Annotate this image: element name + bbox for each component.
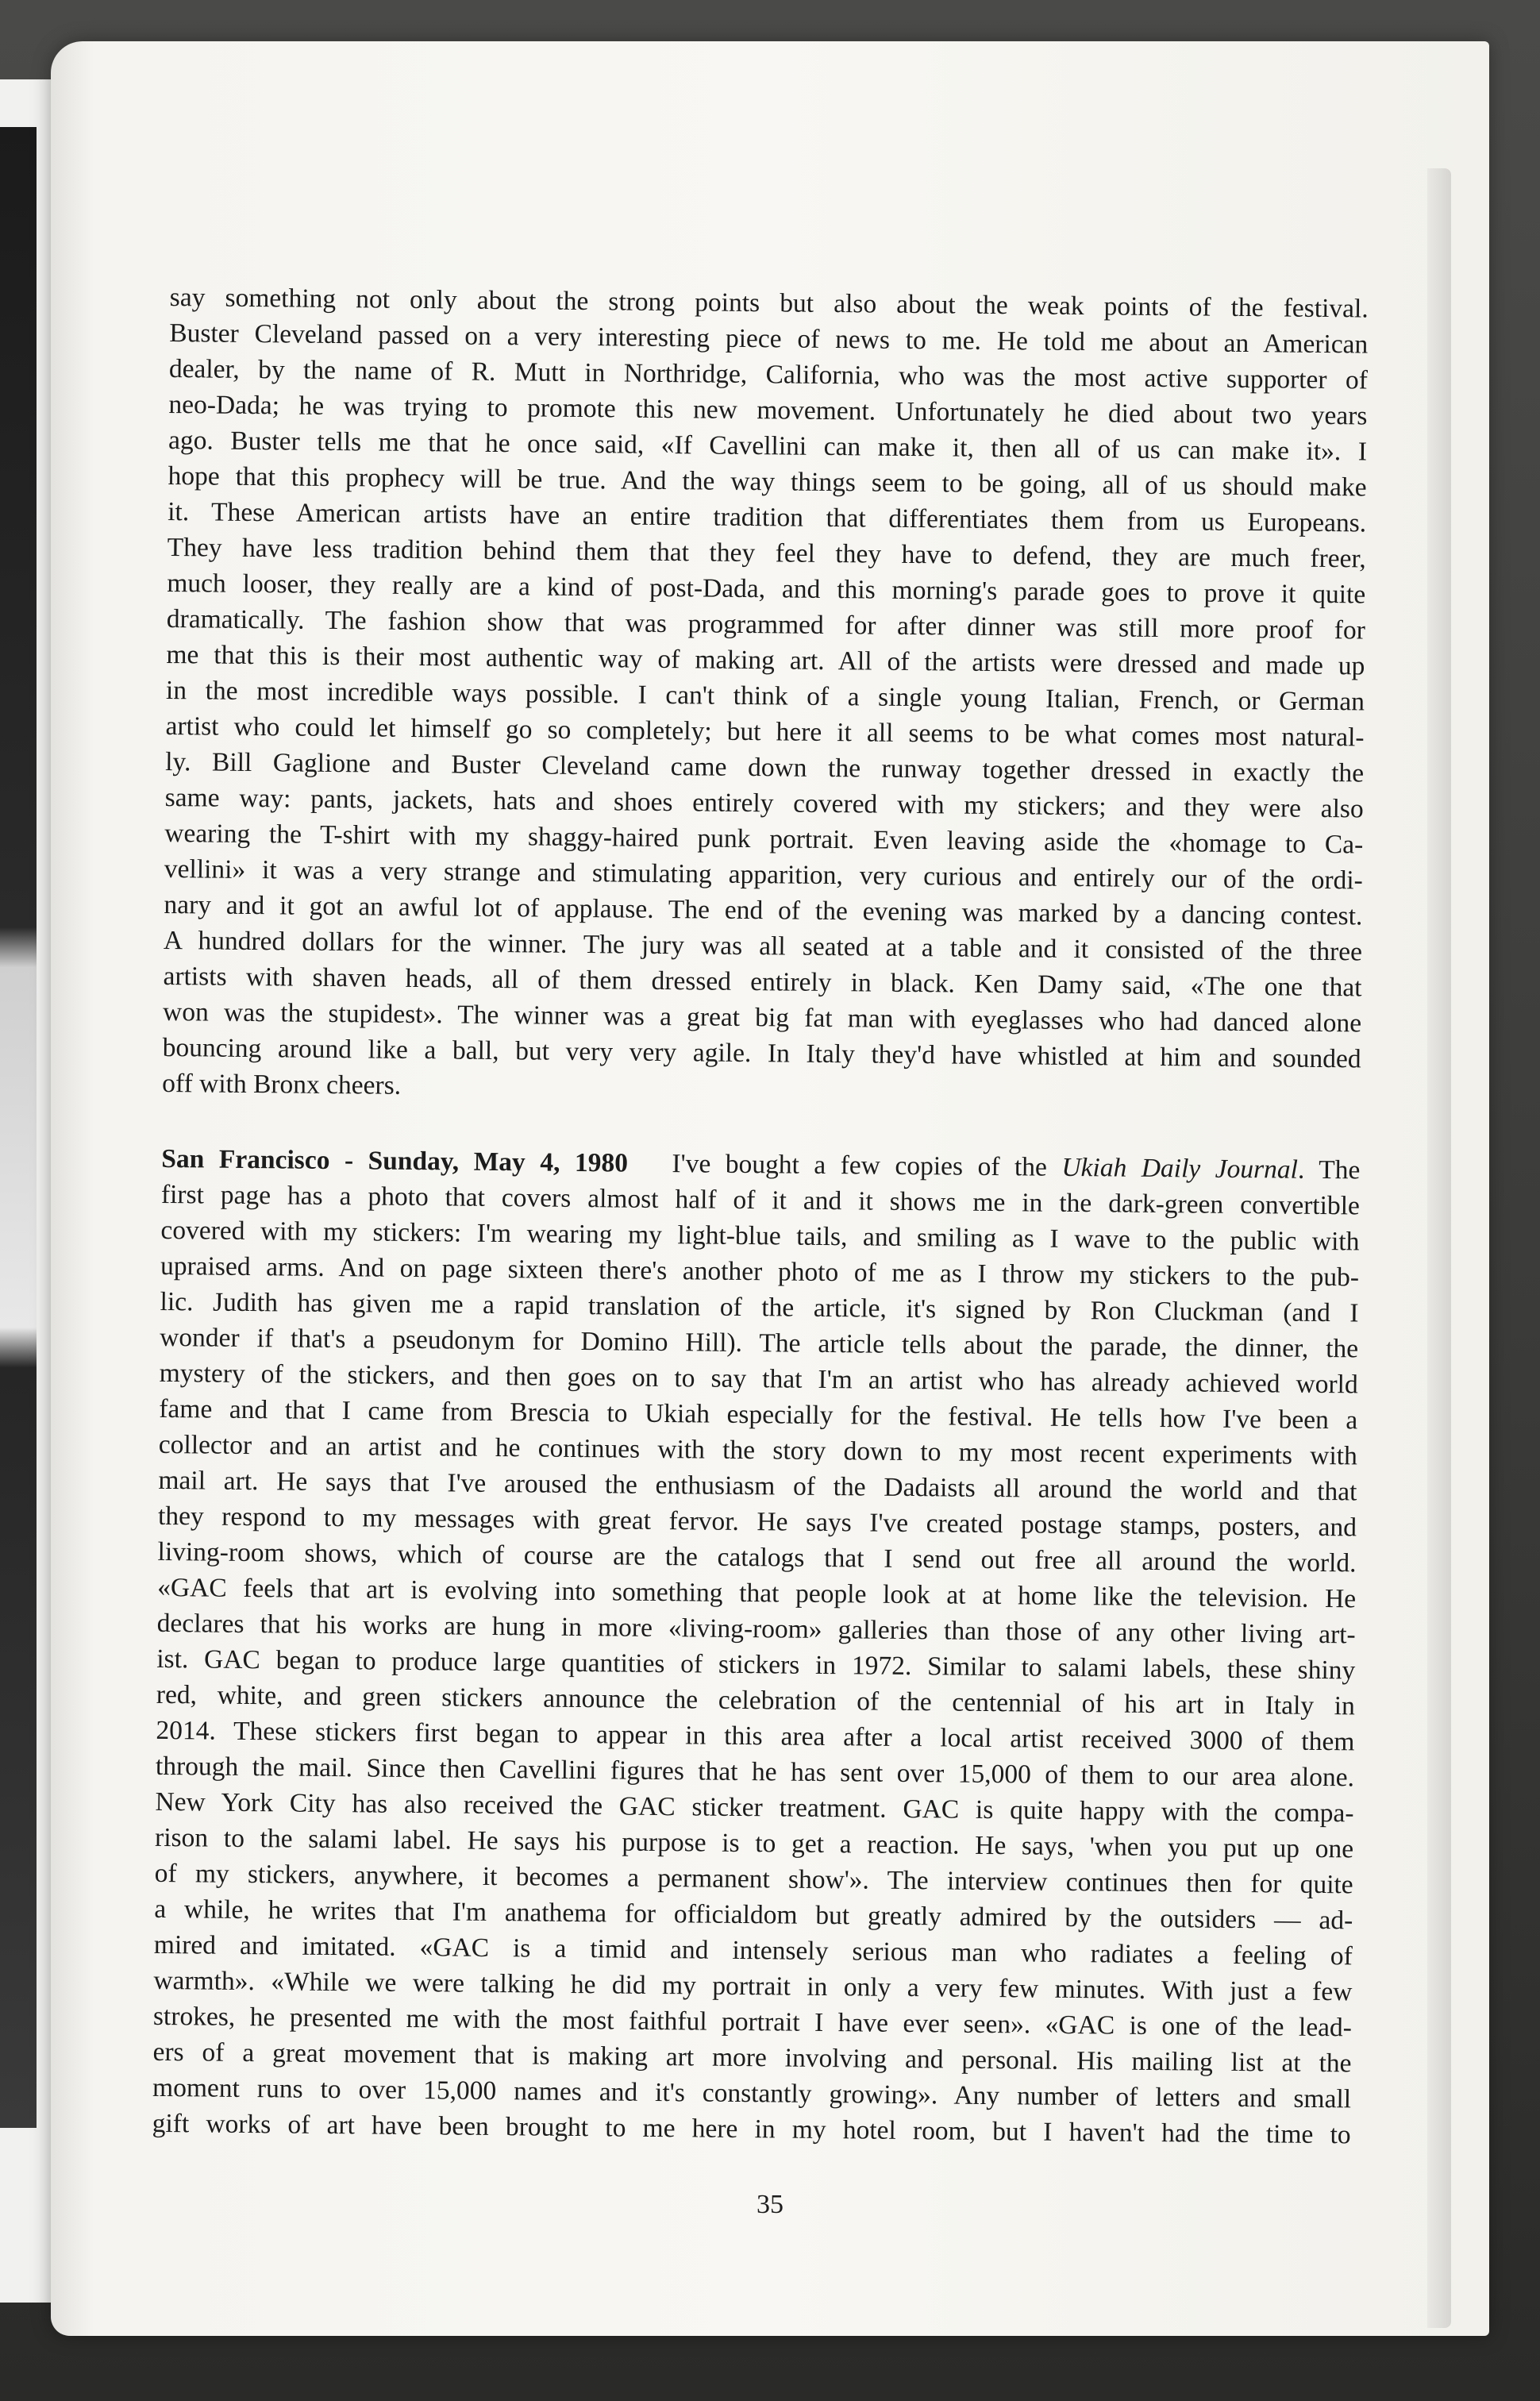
newspaper-title: Ukiah Daily Journal — [1061, 1152, 1299, 1185]
text-line: lic. Judith has given me a rapid translation of the article, it's signed by Ron Cluckman (and I — [160, 1286, 1359, 1328]
text-line: me that this is their most authentic way of making art. All of the artists were dressed and made up — [166, 639, 1365, 681]
text-line: hope that this prophecy will be true. And the way things seem to be going, all of us should make — [167, 461, 1367, 503]
text-line: moment runs to over 15,000 names and it's constantly growing». Any number of letters and small — [152, 2072, 1352, 2114]
text-line: of my stickers, anywhere, it becomes a permanent show'». The interview continues then for quite — [154, 1858, 1353, 1900]
body-text — [152, 279, 1368, 2152]
text-line: upraised arms. And on page sixteen there's another photo of me as I throw my stickers to the pub- — [160, 1251, 1360, 1293]
text-line: vellini» it was a very strange and stimulating apparition, very curious and entirely our of the ordi- — [164, 854, 1363, 896]
first-line-end: . The — [1297, 1154, 1361, 1185]
text-line: New York City has also received the GAC sticker treatment. GAC is quite happy with the compa- — [155, 1786, 1354, 1829]
text-line: mystery of the stickers, and then goes on to say that I'm an artist who has already achieved world — [159, 1358, 1358, 1400]
text-line: a while, he writes that I'm anathema for officialdom but greatly admired by the outsiders — ad- — [154, 1894, 1353, 1936]
text-line: neo-Dada; he was trying to promote this new movement. Unfortunately he died about two years — [168, 389, 1368, 431]
text-line: A hundred dollars for the winner. The jury was all seated at a table and it consisted of the three — [163, 925, 1363, 967]
text-line: it. These American artists have an entire tradition that differentiates them from us Europeans. — [167, 496, 1367, 538]
paragraph-san-francisco — [152, 1141, 1360, 2152]
text-line: wonder if that's a pseudonym for Domino Hill). The article tells about the parade, the dinner, the — [160, 1322, 1359, 1364]
text-line: dealer, by the name of R. Mutt in Northridge, California, who was the most active supporter of — [168, 353, 1369, 395]
text-line: living-room shows, which of course are the catalogs that I send out free all around the world. — [157, 1536, 1357, 1578]
text-line: same way: pants, jackets, hats and shoes entirely covered with my stickers; and they were also — [164, 782, 1364, 824]
text-line: ago. Buster tells me that he once said, «If Cavellini can make it, then all of us can make it». I — [167, 425, 1368, 467]
facing-page-photo — [0, 127, 37, 2128]
page-edge — [1427, 168, 1451, 2328]
text-line: in the most incredible ways possible. I can't think of a single young Italian, French, or German — [165, 675, 1365, 717]
text-line: they respond to my messages with great fervor. He says I've created postage stamps, posters, and — [157, 1501, 1357, 1543]
paragraph-festival — [162, 279, 1369, 1112]
text-line: through the mail. Since then Cavellini figures that he has sent over 15,000 of them to our area alone. — [155, 1751, 1355, 1793]
text-line: ers of a great movement that is making art more involving and personal. His mailing list at the — [152, 2037, 1352, 2079]
text-line: off with Bronx cheers. — [162, 1068, 402, 1100]
text-line: declares that his works are hung in more «living-room» galleries than those of any other living art- — [156, 1608, 1356, 1650]
first-line-text: I've bought a few copies of the — [672, 1149, 1062, 1182]
text-line: warmth». «While we were talking he did my portrait in only a very few minutes. With just a few — [153, 1965, 1353, 2007]
text-line: artists with shaven heads, all of them dressed entirely in black. Ken Damy said, «The one that — [163, 961, 1362, 1003]
text-line: ly. Bill Gaglione and Buster Cleveland came down the runway together dressed in exactly the — [164, 746, 1365, 788]
text-line: rison to the salami label. He says his purpose is to get a reaction. He says, 'when you put up one — [154, 1822, 1354, 1864]
text-line: dramatically. The fashion show that was programmed for after dinner was still more proof for — [166, 603, 1366, 646]
text-line: wearing the T-shirt with my shaggy-haired punk portrait. Even leaving aside the «homage to Ca- — [164, 818, 1364, 860]
text-line: nary and it got an awful lot of applause. The end of the evening was marked by a dancing contest. — [164, 889, 1363, 931]
text-line: mail art. He says that I've aroused the enthusiasm of the Dadaists all around the world and that — [158, 1465, 1357, 1507]
text-line: bouncing around like a ball, but very very agile. In Italy they'd have whistled at him and sounded — [162, 1032, 1361, 1074]
text-line: gift works of art have been brought to me here in my hotel room, but I haven't had the time to — [152, 2108, 1351, 2150]
page-number: 35 — [757, 2190, 783, 2219]
text-line: They have less tradition behind them that they feel they have to defend, they are much freer, — [167, 532, 1366, 574]
text-line: covered with my stickers: I'm wearing my light-blue tails, and smiling as I wave to the public with — [160, 1215, 1360, 1257]
text-line: 2014. These stickers first began to appear in this area after a local artist received 3000 of them — [156, 1715, 1355, 1757]
text-line: collector and an artist and he continues with the story down to my most recent experiments with — [158, 1429, 1358, 1471]
text-line: artist who could let himself go so completely; but here it all seems to be what comes most natural- — [165, 711, 1365, 753]
entry-heading: San Francisco - Sunday, May 4, 1980 — [161, 1143, 629, 1178]
text-line: fame and that I came from Brescia to Ukiah especially for the festival. He tells how I've been a — [159, 1393, 1358, 1436]
text-line: won was the stupidest». The winner was a great big fat man with eyeglasses who had danced alone — [162, 996, 1362, 1039]
text-line: Buster Cleveland passed on a very interesting piece of news to me. He told me about an American — [169, 318, 1369, 360]
text-line: much looser, they really are a kind of post-Dada, and this morning's parade goes to prove it quite — [167, 568, 1366, 610]
text-line: strokes, he presented me with the most faithful portrait I have ever seen». «GAC is one of the lead- — [152, 2001, 1353, 2043]
book-page — [51, 41, 1489, 2336]
text-line: mired and imitated. «GAC is a timid and intensely serious man who radiates a feeling of — [153, 1929, 1353, 1971]
text-line: «GAC feels that art is evolving into something that people look at at home like the television. He — [157, 1572, 1357, 1614]
text-line: red, white, and green stickers announce the celebration of the centennial of his art in Italy in — [156, 1679, 1355, 1721]
text-line: ist. GAC began to produce large quantities of stickers in 1972. Similar to salami labels, these shiny — [156, 1644, 1356, 1686]
text-line: say something not only about the strong points but also about the weak points of the festival. — [169, 282, 1369, 324]
text-line: first page has a photo that covers almost half of it and it shows me in the dark-green convertible — [160, 1179, 1361, 1221]
